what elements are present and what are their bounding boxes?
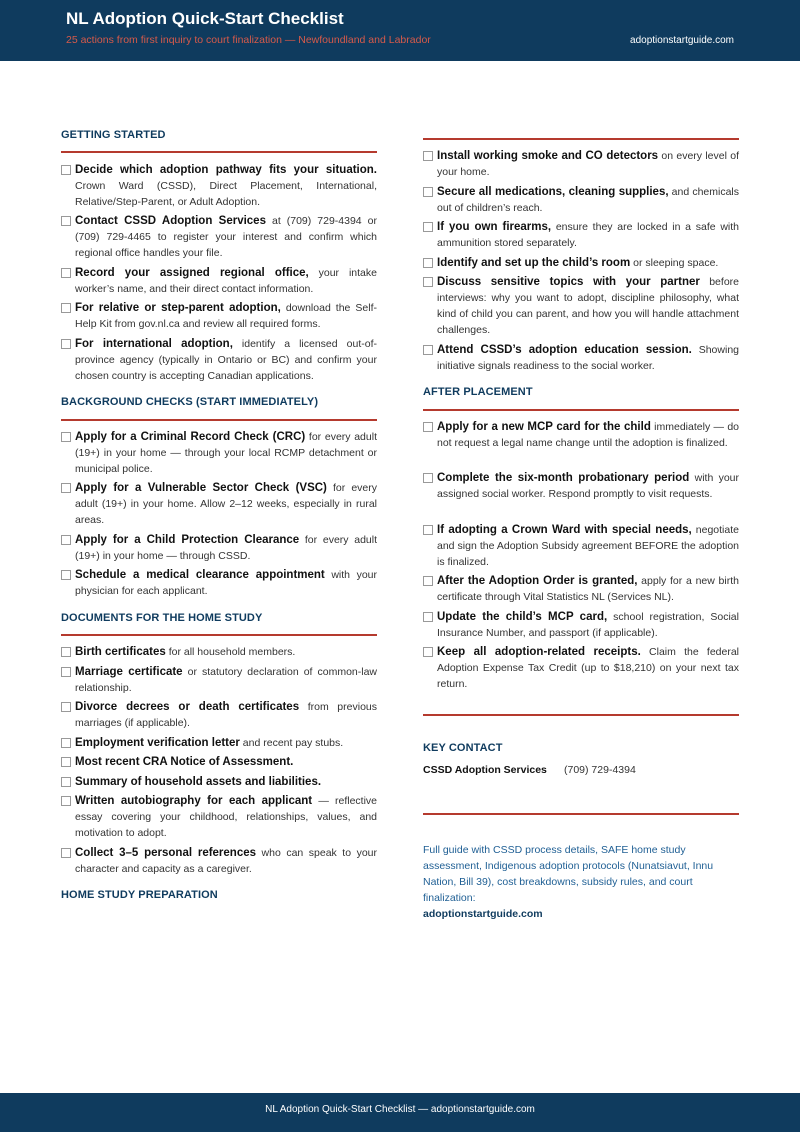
section-divider bbox=[423, 813, 739, 815]
item-action: Birth certificates bbox=[75, 646, 166, 658]
item-detail: Claim the federal Adoption Expense Tax Credit (up to $18,210) on your next tax return. bbox=[437, 646, 740, 690]
checkbox[interactable] bbox=[61, 165, 71, 175]
item-action: If adopting a Crown Ward with special needs, bbox=[437, 524, 692, 536]
item-detail: for every adult (19+) in your home. Allow 2–12 weeks, especially in rural areas. bbox=[75, 482, 377, 526]
item-action: Apply for a Vulnerable Sector Check (VSC) bbox=[75, 482, 327, 494]
item-action: Discuss sensitive topics with your partner bbox=[437, 276, 700, 288]
item-action: For international adoption, bbox=[75, 338, 233, 350]
checkbox[interactable] bbox=[423, 422, 433, 432]
checkbox[interactable] bbox=[61, 303, 71, 313]
checkbox[interactable] bbox=[61, 848, 71, 858]
section-title-home-study: HOME STUDY PREPARATION bbox=[61, 889, 218, 901]
item-action: Apply for a new MCP card for the child bbox=[437, 421, 651, 433]
checkbox[interactable] bbox=[61, 647, 71, 657]
item-action: Install working smoke and CO detectors bbox=[437, 150, 659, 162]
section-divider bbox=[61, 634, 377, 636]
item-detail: negotiate and sign the Adoption Subsidy agreement BEFORE the adoption is finalized. bbox=[437, 524, 739, 568]
checkbox[interactable] bbox=[423, 151, 433, 161]
item-action: Employment verification letter bbox=[75, 737, 240, 749]
section-title-background-checks: BACKGROUND CHECKS (START IMMEDIATELY) bbox=[61, 396, 319, 408]
checkbox[interactable] bbox=[61, 535, 71, 545]
item-action: Decide which adoption pathway fits your situation. bbox=[75, 164, 377, 176]
checkbox[interactable] bbox=[61, 570, 71, 580]
item-detail: your intake worker’s name, and their direct contact information. bbox=[75, 267, 377, 295]
checkbox[interactable] bbox=[61, 667, 71, 677]
item-detail: before interviews: why you want to adopt, discipline philosophy, what kind of child you can parent, and how you will handle attachment challenges. bbox=[437, 276, 739, 336]
guide-text: Full guide with CSSD process details, SAFE home study assessment, Indigenous adoption protocols (Nunatsiavut, Innu Nation, Bill 39), cost breakdowns, subsidy rules, and court finalization: bbox=[423, 844, 714, 904]
contact-name: CSSD Adoption Services bbox=[423, 764, 547, 776]
item-detail: ensure they are locked in a safe with ammunition stored separately. bbox=[437, 221, 740, 249]
item-detail: immediately — do not request a legal name change until the adoption is finalized. bbox=[437, 421, 740, 449]
item-detail: apply for a new birth certificate through Vital Statistics NL (Services NL). bbox=[437, 575, 739, 603]
item-action: Secure all medications, cleaning supplies, bbox=[437, 186, 669, 198]
section-divider bbox=[61, 151, 377, 153]
item-detail: and recent pay stubs. bbox=[242, 737, 344, 749]
checkbox[interactable] bbox=[423, 277, 433, 287]
item-action: For relative or step-parent adoption, bbox=[75, 302, 281, 314]
item-detail: Showing initiative signals readiness to the social worker. bbox=[437, 344, 739, 372]
checkbox[interactable] bbox=[423, 187, 433, 197]
checkbox[interactable] bbox=[61, 432, 71, 442]
guide-link[interactable]: adoptionstartguide.com bbox=[423, 908, 543, 920]
item-detail: school registration, Social Insurance Number, and passport (if applicable). bbox=[437, 611, 739, 639]
item-action: Attend CSSD’s adoption education session. bbox=[437, 344, 692, 356]
checkbox[interactable] bbox=[423, 345, 433, 355]
section-title-documents: DOCUMENTS FOR THE HOME STUDY bbox=[61, 612, 263, 624]
item-detail: with your assigned social worker. Respond promptly to visit requests. bbox=[437, 472, 739, 500]
checkbox[interactable] bbox=[61, 777, 71, 787]
checkbox[interactable] bbox=[423, 525, 433, 535]
item-detail: on every level of your home. bbox=[437, 150, 739, 178]
section-title-getting-started: GETTING STARTED bbox=[61, 129, 166, 141]
item-detail: for every adult (19+) in your home — through your local RCMP detachment or municipal police. bbox=[75, 431, 377, 475]
item-detail: for every adult (19+) in your home — through CSSD. bbox=[75, 534, 377, 562]
checkbox[interactable] bbox=[423, 258, 433, 268]
page-title: NL Adoption Quick-Start Checklist bbox=[66, 9, 344, 28]
item-action: Marriage certificate bbox=[75, 666, 183, 678]
item-detail: or sleeping space. bbox=[633, 257, 719, 269]
item-detail: and chemicals out of children’s reach. bbox=[437, 186, 739, 214]
item-action: Keep all adoption-related receipts. bbox=[437, 646, 641, 658]
checkbox[interactable] bbox=[61, 757, 71, 767]
section-divider bbox=[423, 409, 739, 411]
header-site-link[interactable]: adoptionstartguide.com bbox=[630, 35, 734, 46]
item-action: Contact CSSD Adoption Services bbox=[75, 215, 266, 227]
item-action: Schedule a medical clearance appointment bbox=[75, 569, 325, 581]
checkbox[interactable] bbox=[61, 216, 71, 226]
checkbox[interactable] bbox=[61, 796, 71, 806]
checkbox[interactable] bbox=[423, 222, 433, 232]
item-detail: Crown Ward (CSSD), Direct Placement, International, Relative/Step-Parent, or Adult Adoption. bbox=[75, 180, 377, 208]
checkbox[interactable] bbox=[423, 612, 433, 622]
checkbox[interactable] bbox=[61, 738, 71, 748]
item-detail: at (709) 729-4394 or (709) 729-4465 to register your interest and confirm which regional office handles your file. bbox=[75, 215, 377, 259]
checkbox[interactable] bbox=[61, 483, 71, 493]
section-divider bbox=[61, 419, 377, 421]
section-title-key-contact: KEY CONTACT bbox=[423, 742, 503, 754]
page-subtitle: 25 actions from first inquiry to court finalization — Newfoundland and Labrador bbox=[66, 34, 431, 46]
item-action: Collect 3–5 personal references bbox=[75, 847, 257, 859]
checkbox[interactable] bbox=[423, 576, 433, 586]
checkbox[interactable] bbox=[423, 647, 433, 657]
item-detail: who can speak to your character and capacity as a caregiver. bbox=[75, 847, 377, 875]
checkbox[interactable] bbox=[61, 339, 71, 349]
item-action: Written autobiography for each applicant bbox=[75, 795, 313, 807]
item-detail: identify a licensed out-of-province agency (typically in Ontario or BC) and confirm your chosen country is accepting Canadian applications. bbox=[75, 338, 377, 382]
item-detail: — reflective essay covering your childhood, relationships, values, and motivation to adopt. bbox=[75, 795, 378, 839]
item-action: After the Adoption Order is granted, bbox=[437, 575, 638, 587]
item-action: Most recent CRA Notice of Assessment. bbox=[75, 756, 294, 768]
item-action: Summary of household assets and liabilities. bbox=[75, 776, 322, 788]
item-action: Update the child’s MCP card, bbox=[437, 611, 608, 623]
contact-phone[interactable]: (709) 729-4394 bbox=[564, 764, 636, 776]
item-action: Apply for a Criminal Record Check (CRC) bbox=[75, 431, 306, 443]
item-action: Apply for a Child Protection Clearance bbox=[75, 534, 300, 546]
guide-note bbox=[423, 842, 739, 922]
checkbox[interactable] bbox=[423, 473, 433, 483]
item-detail: or statutory declaration of common-law relationship. bbox=[75, 666, 378, 694]
item-detail: with your physician for each applicant. bbox=[75, 569, 378, 597]
section-divider bbox=[423, 714, 739, 716]
item-action: Identify and set up the child’s room bbox=[437, 257, 631, 269]
page-header bbox=[0, 0, 800, 61]
item-detail: from previous marriages (if applicable). bbox=[75, 701, 377, 729]
page-footer: NL Adoption Quick-Start Checklist — adoptionstartguide.com bbox=[0, 1093, 800, 1132]
item-detail: for all household members. bbox=[168, 646, 296, 658]
item-action: Complete the six-month probationary period bbox=[437, 472, 690, 484]
item-action: Record your assigned regional office, bbox=[75, 267, 309, 279]
section-divider bbox=[423, 138, 739, 140]
item-detail: download the Self-Help Kit from gov.nl.ca and review all required forms. bbox=[75, 302, 377, 330]
checkbox[interactable] bbox=[61, 702, 71, 712]
checkbox[interactable] bbox=[61, 268, 71, 278]
section-title-after-placement: AFTER PLACEMENT bbox=[423, 386, 533, 398]
item-action: Divorce decrees or death certificates bbox=[75, 701, 300, 713]
item-action: If you own firearms, bbox=[437, 221, 552, 233]
